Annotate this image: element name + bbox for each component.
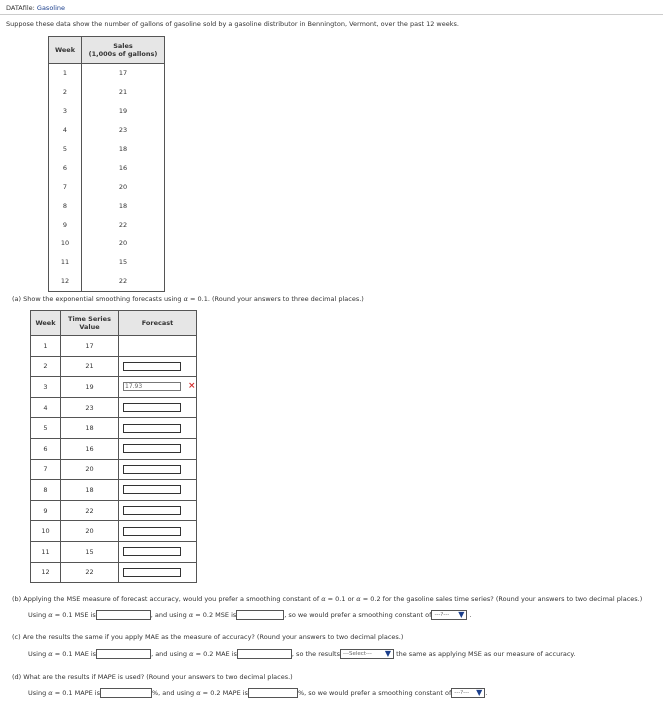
forecast-input[interactable]	[123, 527, 181, 536]
forecast-cell	[119, 438, 197, 459]
part-d-period: .	[485, 689, 488, 697]
value-cell: 20	[61, 459, 119, 480]
table-row	[49, 253, 165, 272]
part-a-prefix: (a) Show the exponential smoothing forecasts using	[12, 295, 184, 303]
part-b-and-using-label: , and using	[150, 611, 189, 619]
forecast-cell	[119, 500, 197, 521]
part-b-q-text3: = 0.2 for the gasoline sales time series? (Round your answers to two decimal places.)	[360, 595, 643, 603]
part-d-answer-line	[28, 688, 487, 698]
table-row	[31, 377, 197, 398]
value-cell: 22	[61, 500, 119, 521]
forecast-input[interactable]	[123, 362, 181, 371]
sales-cell: 23	[82, 121, 165, 140]
part-b-mse1-label: = 0.1 MSE is	[52, 611, 96, 619]
datafile-line	[6, 4, 65, 12]
error-x-icon: ×	[188, 381, 196, 392]
part-d-mape2-label: = 0.2 MAPE is	[200, 689, 248, 697]
table-row	[49, 177, 165, 196]
table-row	[49, 234, 165, 253]
value-cell: 23	[61, 397, 119, 418]
mape-alpha-01-input[interactable]	[100, 688, 152, 698]
table2-header-tsv-line1: Time Series	[68, 315, 111, 323]
week-cell: 6	[49, 158, 82, 177]
part-d-prefer-label: %, so we would prefer a smoothing constant of	[297, 689, 452, 697]
sales-cell: 22	[82, 215, 165, 234]
sales-data-table	[48, 36, 165, 292]
sales-cell: 18	[82, 140, 165, 159]
mape-alpha-02-input[interactable]	[248, 688, 298, 698]
mse-alpha-01-input[interactable]	[96, 610, 151, 620]
table2-header-tsv-line2: Value	[79, 323, 100, 331]
sales-cell: 20	[82, 234, 165, 253]
table-row	[49, 83, 165, 102]
forecast-cell	[119, 541, 197, 562]
week-cell: 1	[31, 336, 61, 357]
mse-smoothing-constant-select[interactable]	[431, 610, 467, 620]
table-row	[31, 397, 197, 418]
value-cell: 22	[61, 562, 119, 583]
week-cell: 8	[31, 480, 61, 501]
table-row	[49, 158, 165, 177]
table1-header-week: Week	[49, 37, 82, 64]
datafile-label: DATAfile:	[6, 4, 37, 12]
table-row	[31, 336, 197, 357]
table-row	[49, 121, 165, 140]
alpha-symbol: α	[183, 295, 188, 303]
week-cell: 10	[31, 521, 61, 542]
forecast-cell	[119, 418, 197, 439]
value-cell: 18	[61, 480, 119, 501]
forecast-cell	[119, 377, 197, 398]
part-d-using-label: Using	[28, 689, 49, 697]
sales-cell: 21	[82, 83, 165, 102]
part-b-q-text1: (b) Applying the MSE measure of forecast accuracy, would you prefer a smoothing constant of	[12, 595, 322, 603]
sales-cell: 15	[82, 253, 165, 272]
mae-alpha-02-input[interactable]	[237, 649, 292, 659]
part-b-mse2-label: = 0.2 MSE is	[193, 611, 237, 619]
week-cell: 12	[31, 562, 61, 583]
week-cell: 4	[31, 397, 61, 418]
forecast-input[interactable]	[123, 506, 181, 515]
select-value: ---?---	[454, 690, 470, 696]
part-d-mape1-label: = 0.1 MAPE is	[52, 689, 100, 697]
intro-text: Suppose these data show the number of gallons of gasoline sold by a gasoline distributor in Bennington, Vermont, over the past 12 weeks.	[6, 20, 459, 28]
part-c-question: (c) Are the results the same if you apply MAE as the measure of accuracy? (Round your answers to two decimal places.)	[12, 633, 404, 641]
value-cell: 16	[61, 438, 119, 459]
week-cell: 3	[49, 102, 82, 121]
week-cell: 11	[49, 253, 82, 272]
alpha-symbol: α	[48, 611, 53, 619]
forecast-cell	[119, 521, 197, 542]
forecast-cell	[119, 459, 197, 480]
part-c-mae2-label: = 0.2 MAE is	[193, 650, 237, 658]
part-b-q-text2: = 0.1 or	[325, 595, 357, 603]
table-row	[31, 356, 197, 377]
part-c-results-label: , so the results	[291, 650, 340, 658]
part-c-mae1-label: = 0.1 MAE is	[52, 650, 97, 658]
table-row	[49, 140, 165, 159]
results-same-select[interactable]	[340, 649, 394, 659]
part-d-question: (d) What are the results if MAPE is used? (Round your answers to two decimal places.)	[12, 673, 293, 681]
forecast-cell	[119, 336, 197, 357]
week-cell: 7	[31, 459, 61, 480]
part-a-question	[12, 295, 364, 303]
week-cell: 10	[49, 234, 82, 253]
value-cell: 15	[61, 541, 119, 562]
table-row	[31, 438, 197, 459]
week-cell: 2	[31, 356, 61, 377]
sales-cell: 17	[82, 64, 165, 83]
part-b-question	[12, 595, 642, 603]
forecast-input[interactable]	[123, 424, 181, 433]
table1-header-sales	[82, 37, 165, 64]
alpha-symbol: α	[356, 595, 361, 603]
week-cell: 8	[49, 196, 82, 215]
table-row	[31, 418, 197, 439]
value-cell: 21	[61, 356, 119, 377]
forecast-input[interactable]: 17.93	[123, 382, 181, 391]
week-cell: 7	[49, 177, 82, 196]
week-cell: 2	[49, 83, 82, 102]
table-row	[31, 562, 197, 583]
week-cell: 1	[49, 64, 82, 83]
part-b-prefer-label: , so we would prefer a smoothing constant of	[284, 611, 432, 619]
alpha-symbol: α	[196, 689, 201, 697]
part-b-using-label: Using	[28, 611, 49, 619]
table-row	[31, 480, 197, 501]
value-cell: 17	[61, 336, 119, 357]
week-cell: 5	[49, 140, 82, 159]
week-cell: 12	[49, 272, 82, 291]
table2-header-forecast: Forecast	[119, 311, 197, 336]
alpha-symbol: α	[321, 595, 326, 603]
forecast-input[interactable]	[123, 485, 181, 494]
chevron-down-icon: ▼	[476, 688, 483, 697]
forecast-cell	[119, 562, 197, 583]
table-row	[31, 541, 197, 562]
table2-header-tsv	[61, 311, 119, 336]
week-cell: 9	[31, 500, 61, 521]
header-divider	[0, 14, 663, 15]
part-b-answer-line: Using α = 0.1 MSE is , and using α = 0.2 MSE is , so we would prefer a smoothing constant of ---?--- ▼ .	[28, 610, 472, 619]
select-value: ---Select---	[343, 651, 372, 657]
part-c-using-label: Using	[28, 650, 49, 658]
part-d-and-using-label: %, and using	[151, 689, 197, 697]
part-a-suffix: = 0.1. (Round your answers to three decimal places.)	[187, 295, 364, 303]
table1-header-sales-line1: Sales	[113, 42, 133, 50]
chevron-down-icon: ▼	[458, 610, 465, 619]
mae-alpha-01-input[interactable]	[96, 649, 151, 659]
forecast-cell	[119, 356, 197, 377]
table-row	[49, 102, 165, 121]
sales-cell: 16	[82, 158, 165, 177]
week-cell: 11	[31, 541, 61, 562]
sales-cell: 18	[82, 196, 165, 215]
part-c-tail-label: the same as applying MSE as our measure of accuracy.	[396, 650, 576, 658]
forecast-cell	[119, 397, 197, 418]
part-c-and-using-label: , and using	[151, 650, 190, 658]
forecast-input[interactable]	[123, 444, 181, 453]
mse-alpha-02-input[interactable]	[236, 610, 284, 620]
mape-smoothing-constant-select[interactable]	[451, 688, 488, 698]
table-row	[49, 196, 165, 215]
value-cell: 18	[61, 418, 119, 439]
table-row	[49, 215, 165, 234]
sales-cell: 20	[82, 177, 165, 196]
forecast-input[interactable]	[123, 568, 181, 577]
part-c-answer-line	[28, 649, 575, 659]
table-row	[49, 272, 165, 291]
value-cell: 20	[61, 521, 119, 542]
forecast-cell	[119, 480, 197, 501]
week-cell: 9	[49, 215, 82, 234]
value-cell: 19	[61, 377, 119, 398]
alpha-symbol: α	[48, 650, 53, 658]
datafile-link[interactable]: Gasoline	[36, 4, 66, 12]
forecast-input[interactable]	[123, 403, 181, 412]
sales-cell: 19	[82, 102, 165, 121]
sales-cell: 22	[82, 272, 165, 291]
table1-header-sales-line2: (1,000s of gallons)	[88, 50, 158, 58]
table2-header-week: Week	[31, 311, 61, 336]
week-cell: 4	[49, 121, 82, 140]
week-cell: 3	[31, 377, 61, 398]
table-row	[31, 459, 197, 480]
table-row	[31, 521, 197, 542]
alpha-symbol: α	[188, 611, 194, 619]
forecast-input[interactable]	[123, 465, 181, 474]
select-value: ---?---	[434, 612, 450, 618]
table-row	[49, 64, 165, 83]
week-cell: 6	[31, 438, 61, 459]
forecast-table	[30, 310, 197, 583]
week-cell: 5	[31, 418, 61, 439]
table-row	[31, 500, 197, 521]
chevron-down-icon: ▼	[384, 649, 391, 658]
forecast-input[interactable]	[123, 547, 181, 556]
alpha-symbol: α	[48, 689, 53, 697]
alpha-symbol: α	[189, 650, 194, 658]
